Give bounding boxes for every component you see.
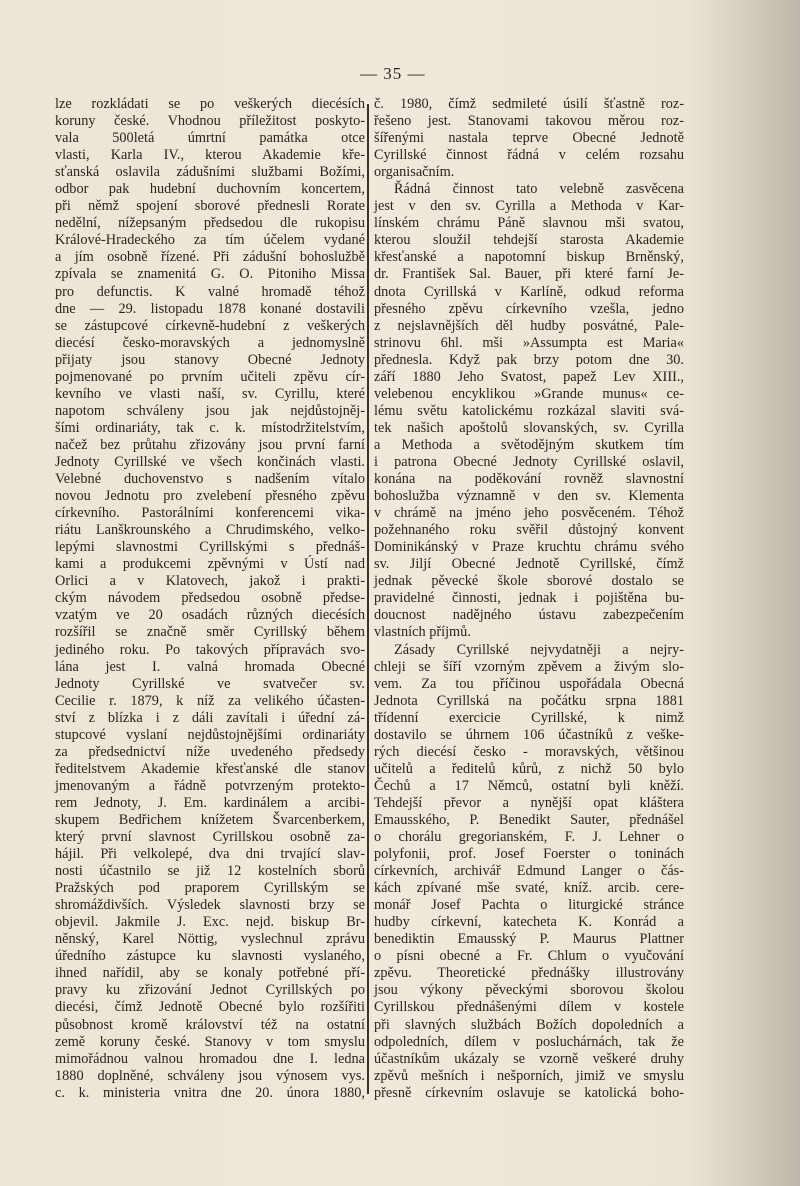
text-line: kevního ve vlasti naší, sv. Cyrillu, které bbox=[55, 385, 365, 402]
text-line: přesně církevním oslavuje se katolická boho- bbox=[374, 1084, 684, 1101]
text-line: diecési, čímž Jednotě Obecné bylo rozšířiti bbox=[55, 999, 365, 1016]
text-line: tek našich apoštolů slovanských, sv. Cyrilla bbox=[374, 419, 684, 436]
text-line: pravidelné činnosti, jednak i pojištěna bu- bbox=[374, 590, 684, 607]
text-line: požehnaného roku svěřil důstojný konvent bbox=[374, 522, 684, 539]
text-line: konána na poděkování rovněž slavnostní bbox=[374, 471, 684, 488]
text-line: monář Josef Pachta o liturgické stránce bbox=[374, 897, 684, 914]
text-line: 1880 doplněné, schváleny jsou výnosem vys. bbox=[55, 1067, 365, 1084]
text-line: úředního zástupce ku slavnosti vyslaného, bbox=[55, 948, 365, 965]
text-line: něnský, Karel Nöttig, vyslechnul zprávu bbox=[55, 931, 365, 948]
text-line: šířenými nastala teprve Obecné Jednotě bbox=[374, 130, 684, 147]
text-line: účastníkům ukázaly se vzorně veškeré druhy bbox=[374, 1050, 684, 1067]
text-line: jmenovaným a řádně potvrzeným protekto- bbox=[55, 777, 365, 794]
text-line: přijaty jsou stanovy Obecné Jednoty bbox=[55, 351, 365, 368]
text-line: při slavných službách Božích dopoledních a bbox=[374, 1016, 684, 1033]
text-line: Pražských pod praporem Cyrillským se bbox=[55, 880, 365, 897]
page-number: — 35 — bbox=[360, 64, 426, 83]
text-line: strinovu 6hl. mši »Assumpta est Maria« bbox=[374, 334, 684, 351]
text-line: rozšířil se značně směr Cyrillský během bbox=[55, 624, 365, 641]
text-line: ckým návodem předsedou osobně předse- bbox=[55, 590, 365, 607]
text-line: objevil. Jakmile J. Exc. nejd. biskup Br- bbox=[55, 914, 365, 931]
text-line: působnost kromě království též na ostatní bbox=[55, 1016, 365, 1033]
text-line: jediného roku. Po takových přípravách svo- bbox=[55, 641, 365, 658]
text-line: při němž spojení sborové přednesli Rorate bbox=[55, 198, 365, 215]
text-line: zpěvů mešních i nešporních, jimiž ve smyslu bbox=[374, 1067, 684, 1084]
text-line: a jím osobně řízené. Při zádušní bohoslužbě bbox=[55, 249, 365, 266]
text-line: c. k. ministeria vnitra dne 20. února 1880, bbox=[55, 1084, 365, 1101]
text-line: dr. František Sal. Bauer, při které farní Je- bbox=[374, 266, 684, 283]
text-line: č. 1980, čímž sedmileté úsilí šťastně roz- bbox=[374, 96, 684, 112]
text-line: i patrona Obecné Jednoty Cyrillské oslavil, bbox=[374, 453, 684, 470]
text-line: pravy ku zřizování Jednot Cyrillských po bbox=[55, 982, 365, 999]
text-line: línském chrámu Páně slavnou mši svatou, bbox=[374, 215, 684, 232]
text-line: o písni obecné a Fr. Chlum o vyučování bbox=[374, 948, 684, 965]
text-line: pojmenované po prvním učiteli zpěvu cír- bbox=[55, 368, 365, 385]
text-line: hudby církevní, katecheta K. Konrád a bbox=[374, 914, 684, 931]
text-line: ředitelstvem Akademie křesťanské dle stanov bbox=[55, 760, 365, 777]
text-line: shromáždivších. Výsledek slavnosti brzy se bbox=[55, 897, 365, 914]
text-line: z nejslavnějších děl hudby posvátné, Pale- bbox=[374, 317, 684, 334]
text-line: učitelů a ředitelů kůrů, z nichž 50 bylo bbox=[374, 760, 684, 777]
text-line: koruny české. Vhodnou příležitost poskyto- bbox=[55, 113, 365, 130]
text-line: sv. Jiljí Obecné Jednotě Cyrillské, čímž bbox=[374, 556, 684, 573]
text-line: Králové-Hradeckého za tím účelem vydané bbox=[55, 232, 365, 249]
text-line: Orlici a v Klatovech, jakož i prakti- bbox=[55, 573, 365, 590]
text-line: dnota Cyrillská v Karlíně, odkud reforma bbox=[374, 283, 684, 300]
text-line: stupcové vyslaní nejdůstojnějšími ordinariáty bbox=[55, 726, 365, 743]
text-line: chleji se šíří vzorným zpěvem a živým slo- bbox=[374, 658, 684, 675]
text-line: církevních, archivář Edmund Langer o čás- bbox=[374, 863, 684, 880]
text-line: ství z blízka i z dáli zavítali i úřední zá- bbox=[55, 709, 365, 726]
text-line: zpívala se znamenitá G. O. Pitoniho Missa bbox=[55, 266, 365, 283]
text-line: skupem Bedřichem knížetem Švarcenberkem, bbox=[55, 811, 365, 828]
text-line: diecésí česko-moravských a jednomyslně bbox=[55, 334, 365, 351]
text-line: lému světu katolickému rozkázal slaviti svá- bbox=[374, 402, 684, 419]
text-line: kách zpívané mše svaté, kníž. arcib. cere- bbox=[374, 880, 684, 897]
text-line: vem. Za tou příčinou uspořádala Obecná bbox=[374, 675, 684, 692]
text-line: kterou sloužil tehdejší starosta Akademie bbox=[374, 232, 684, 249]
text-line: vlastních příjmů. bbox=[374, 624, 471, 641]
text-line: pro defunctis. K valné hromadě téhož bbox=[55, 283, 365, 300]
text-line: načež bez průtahu zřizovány jsou první farní bbox=[55, 436, 365, 453]
text-line: Tehdejší převor a nynější opat kláštera bbox=[374, 794, 684, 811]
text-line: přesného zpěvu církevního vzešla, jedno bbox=[374, 300, 684, 317]
text-line: nedělní, nížepsaným předsedou dle rukopisu bbox=[55, 215, 365, 232]
text-line: země koruny české. Stanovy v tom smyslu bbox=[55, 1033, 365, 1050]
text-line: Zásady Cyrillské nejvydatněji a nejry- bbox=[394, 641, 684, 658]
paragraph bbox=[55, 96, 365, 1102]
text-line: odpoledních, dílem v posluchárnách, tak že bbox=[374, 1033, 684, 1050]
text-line: organisačním. bbox=[374, 164, 455, 181]
text-line: vlasti, Karla IV., kterou Akademie kře- bbox=[55, 147, 365, 164]
text-line: Dominikánský v Praze kruchtu chrámu svého bbox=[374, 539, 684, 556]
text-line: který první slavnost Cyrillskou osobně za- bbox=[55, 829, 365, 846]
text-line: o chorálu gregorianském, F. J. Lehner o bbox=[374, 829, 684, 846]
text-line: bohoslužba významně v den sv. Klementa bbox=[374, 488, 684, 505]
right-column bbox=[374, 96, 684, 1102]
text-line: dne — 29. listopadu 1878 konané dostavili bbox=[55, 300, 365, 317]
text-line: lána jest I. valná hromada Obecné bbox=[55, 658, 365, 675]
text-line: novou Jednotu pro zvelebení přesného zpěvu bbox=[55, 488, 365, 505]
column-divider bbox=[367, 104, 369, 1094]
text-line: Cyrillskou přednášenými dílem v kostele bbox=[374, 999, 684, 1016]
text-line: velebenou encyklikou »Grande munus« ce- bbox=[374, 385, 684, 402]
text-line: Emausského, P. Benedikt Sauter, přednášel bbox=[374, 811, 684, 828]
text-line: jest v den sv. Cyrilla a Methoda v Kar- bbox=[374, 198, 684, 215]
text-line: ihned nařídil, aby se konaly potřebné pří- bbox=[55, 965, 365, 982]
text-line: lze rozkládati se po veškerých diecésích bbox=[55, 96, 365, 112]
text-line: sťanská oslavila zádušními službami Božími, bbox=[55, 164, 365, 181]
text-line: napotom schváleny jsou jak nejdůstojněj- bbox=[55, 402, 365, 419]
text-line: riátu Lanškrounského a Chrudimského, velko- bbox=[55, 522, 365, 539]
paragraph bbox=[374, 181, 684, 641]
text-line: zpěvu. Theoretické přednášky illustrovány bbox=[374, 965, 684, 982]
text-line: vzatým ve 20 osadách různých diecésích bbox=[55, 607, 365, 624]
text-line: přednesla. Když pak brzy potom dne 30. bbox=[374, 351, 684, 368]
text-line: hájil. Při velkolepé, dva dni trvající slav- bbox=[55, 846, 365, 863]
text-line: Jednoty Cyrillské ve svatvečer sv. bbox=[55, 675, 365, 692]
text-line: Řádná činnost tato velebně zasvěcena bbox=[394, 181, 684, 198]
text-line: rých diecésí česko - moravských, většinou bbox=[374, 743, 684, 760]
text-line: polyfonii, prof. Josef Foerster o toninách bbox=[374, 846, 684, 863]
text-line: odbor pak hudební duchovním koncertem, bbox=[55, 181, 365, 198]
text-line: Cecilie r. 1879, k níž za velikého účasten- bbox=[55, 692, 365, 709]
text-line: církevního. Pastorálními konferencemi vika- bbox=[55, 505, 365, 522]
text-line: za předsednictví níže uvedeného předsedy bbox=[55, 743, 365, 760]
text-line: křesťanské a napotomní biskup Brněnský, bbox=[374, 249, 684, 266]
text-line: se zástupcové církevně-hudební z veškerých bbox=[55, 317, 365, 334]
paragraph bbox=[374, 642, 684, 1102]
text-line: Čechů a 17 Němců, ostatní byli kněží. bbox=[374, 777, 684, 794]
text-line: Jednota Cyrillská na počátku srpna 1881 bbox=[374, 692, 684, 709]
text-line: doucnost nadějného ústavu zabezpečením bbox=[374, 607, 684, 624]
text-line: rem Jednoty, J. Em. kardinálem a arcibi- bbox=[55, 794, 365, 811]
left-column bbox=[55, 96, 365, 1102]
paragraph bbox=[374, 96, 684, 181]
text-line: v chrámě na jméno jeho posvěceném. Téhož bbox=[374, 505, 684, 522]
text-line: dostavilo se úhrnem 106 účastníků z veške- bbox=[374, 726, 684, 743]
text-line: kami a produkcemi zpěvnými v Ústí nad bbox=[55, 556, 365, 573]
text-line: Velebné duchovenstvo s nadšením vítalo bbox=[55, 471, 365, 488]
text-line: září 1880 Jeho Svatost, papež Lev XIII., bbox=[374, 368, 684, 385]
text-line: lepými slavnostmi Cyrillskými s přednáš- bbox=[55, 539, 365, 556]
text-line: Cyrillské činnost řádná v celém rozsahu bbox=[374, 147, 684, 164]
text-line: řešeno jest. Stanovami takovou měrou roz- bbox=[374, 113, 684, 130]
text-line: nosti účastnilo se již 12 kostelních sborů bbox=[55, 863, 365, 880]
text-line: a Methoda a světodějným skutkem tím bbox=[374, 436, 684, 453]
text-line: mimořádnou valnou hromadou dne I. ledna bbox=[55, 1050, 365, 1067]
text-line: šími ordinariáty, tak c. k. místodržitelstvím, bbox=[55, 419, 365, 436]
text-line: Jednoty Cyrillské ve všech končinách vlasti. bbox=[55, 453, 365, 470]
text-line: benediktin Emausský P. Maurus Plattner bbox=[374, 931, 684, 948]
text-line: jsou výkony pěveckými sborovou školou bbox=[374, 982, 684, 999]
text-line: třídenní exercicie Cyrillské, k nimž bbox=[374, 709, 684, 726]
text-line: jednak pěvecké škole sborové dostalo se bbox=[374, 573, 684, 590]
text-line: vala 500letá úmrtní památka otce bbox=[55, 130, 365, 147]
